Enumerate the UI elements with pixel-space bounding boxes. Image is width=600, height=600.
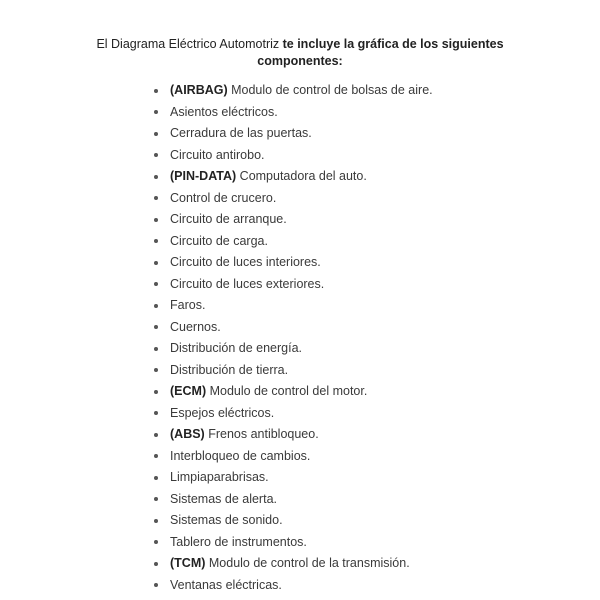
list-item-content	[170, 80, 433, 102]
bullet-icon	[154, 196, 158, 200]
list-item-content	[170, 317, 221, 339]
intro-line-2: componentes:	[257, 54, 343, 68]
list-item-content	[170, 231, 268, 253]
list-item	[154, 231, 433, 253]
list-item-content	[170, 209, 287, 231]
bullet-icon	[154, 476, 158, 480]
list-item-content	[170, 145, 265, 167]
list-item-content	[170, 102, 278, 124]
list-item-acronym: (TCM)	[170, 556, 206, 570]
list-item-label: Modulo de control de la transmisión.	[205, 556, 410, 570]
list-item-label: Faros.	[170, 298, 206, 312]
bullet-icon	[154, 175, 158, 179]
list-item-label: Sistemas de alerta.	[170, 491, 277, 506]
list-item-content	[170, 166, 367, 188]
list-item-label: Limpiaparabrisas.	[170, 470, 269, 484]
list-item-label: Espejos eléctricos.	[170, 405, 275, 420]
list-item-content	[170, 424, 319, 446]
list-item	[154, 274, 433, 296]
list-item-content	[170, 295, 205, 317]
list-item-label: Circuito de arranque.	[170, 212, 287, 226]
list-item	[154, 467, 433, 489]
bullet-icon	[154, 540, 158, 544]
list-item-acronym: (ECM)	[170, 384, 207, 398]
list-item-content	[170, 338, 302, 360]
list-item-label: Sistemas de sonido.	[170, 513, 283, 527]
intro-normal-text: El Diagrama Eléctrico Automotriz	[96, 37, 283, 51]
list-item-content	[170, 553, 410, 575]
list-item-label: Circuito de luces interiores.	[170, 255, 321, 269]
bullet-icon	[154, 562, 158, 566]
list-item	[154, 360, 433, 382]
list-item-label: Modulo de control del motor.	[206, 384, 368, 398]
list-item-label: Modulo de control de bolsas de aire.	[227, 83, 433, 97]
list-item-label: Circuito de carga.	[170, 233, 268, 248]
list-item-content	[170, 252, 321, 274]
list-item	[154, 209, 433, 231]
list-item	[154, 338, 433, 360]
list-item-acronym: (PIN-DATA)	[170, 169, 237, 183]
intro-paragraph	[0, 36, 600, 70]
list-item-content	[170, 532, 307, 554]
list-item-content	[170, 381, 367, 403]
bullet-icon	[154, 153, 158, 157]
bullet-icon	[154, 325, 158, 329]
bullet-icon	[154, 132, 158, 136]
list-item-acronym: (AIRBAG)	[170, 83, 228, 97]
list-item	[154, 295, 433, 317]
list-item-label: Distribución de tierra.	[170, 362, 289, 377]
list-item-label: Circuito de luces exteriores.	[170, 276, 325, 291]
bullet-icon	[154, 583, 158, 587]
list-item-label: Ventanas eléctricas.	[170, 577, 282, 592]
list-item	[154, 575, 433, 597]
bullet-icon	[154, 110, 158, 114]
list-item-content	[170, 274, 324, 296]
list-item-content	[170, 575, 282, 597]
list-item	[154, 317, 433, 339]
list-item	[154, 166, 433, 188]
list-item-label: Circuito antirobo.	[170, 147, 265, 162]
bullet-icon	[154, 282, 158, 286]
component-list	[154, 80, 433, 596]
list-item-label: Cuernos.	[170, 319, 221, 334]
bullet-icon	[154, 433, 158, 437]
bullet-icon	[154, 368, 158, 372]
bullet-icon	[154, 218, 158, 222]
list-item-content	[170, 403, 274, 425]
bullet-icon	[154, 89, 158, 93]
list-item	[154, 532, 433, 554]
bullet-icon	[154, 519, 158, 523]
list-item	[154, 446, 433, 468]
list-item-label: Tablero de instrumentos.	[170, 534, 307, 549]
list-item	[154, 188, 433, 210]
intro-bold-text: te incluye la gráfica de los siguientes	[282, 37, 504, 51]
bullet-icon	[154, 261, 158, 265]
list-item-content	[170, 360, 288, 382]
list-item-content	[170, 123, 312, 145]
list-item	[154, 123, 433, 145]
list-item	[154, 510, 433, 532]
list-item-content	[170, 489, 277, 511]
list-item-content	[170, 188, 276, 210]
bullet-icon	[154, 497, 158, 501]
bullet-icon	[154, 411, 158, 415]
list-item-acronym: (ABS)	[170, 427, 205, 441]
list-item-label: Control de crucero.	[170, 190, 277, 205]
list-item-label: Cerradura de las puertas.	[170, 126, 312, 140]
list-item-content	[170, 467, 269, 489]
bullet-icon	[154, 304, 158, 308]
list-item	[154, 102, 433, 124]
intro-line-1	[0, 36, 600, 53]
list-item	[154, 252, 433, 274]
list-item-content	[170, 446, 310, 468]
list-item-content	[170, 510, 283, 532]
bullet-icon	[154, 454, 158, 458]
list-item	[154, 424, 433, 446]
list-item-label: Interbloqueo de cambios.	[170, 448, 311, 463]
bullet-icon	[154, 239, 158, 243]
list-item	[154, 381, 433, 403]
bullet-icon	[154, 347, 158, 351]
list-item-label: Distribución de energía.	[170, 341, 303, 355]
bullet-icon	[154, 390, 158, 394]
list-item-label: Asientos eléctricos.	[170, 104, 278, 119]
list-item-label: Frenos antibloqueo.	[204, 427, 319, 441]
list-item	[154, 553, 433, 575]
list-item-label: Computadora del auto.	[236, 169, 367, 183]
list-item	[154, 403, 433, 425]
list-item	[154, 80, 433, 102]
list-item	[154, 145, 433, 167]
list-item	[154, 489, 433, 511]
